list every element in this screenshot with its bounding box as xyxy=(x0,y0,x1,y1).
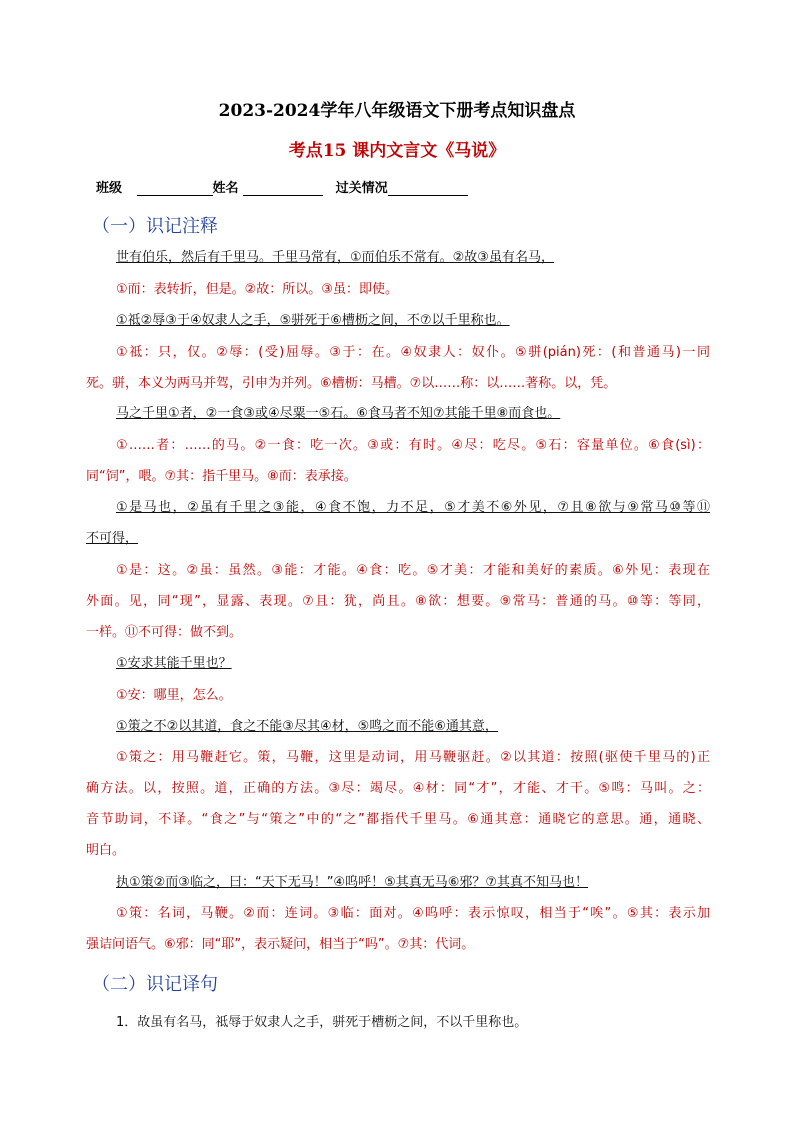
annotation-line: ①……者：……的马。②一食：吃一次。③或：有时。④尽：吃尽。⑤石：容量单位。⑥食(sì)： xyxy=(116,438,710,453)
pass-blank xyxy=(388,181,468,196)
annotation-line: 外面。见，同“现”，显露、表现。⑦且：犹，尚且。⑧欲：想要。⑨常马：普通的马。⑩等：等同， xyxy=(86,594,710,609)
source-text-line: 不可得， xyxy=(86,531,139,546)
annotation-line: ①策之：用马鞭赶它。策，马鞭，这里是动词，用马鞭驱赶。②以其道：按照(驱使千里马的)正 xyxy=(116,750,710,765)
translation-item: 1．故虽有名马，祗辱于奴隶人之手，骈死于槽枥之间，不以千里称也。 xyxy=(116,1015,528,1030)
class-blank xyxy=(137,181,213,196)
name-blank xyxy=(243,181,323,196)
source-text-line: ①安求其能千里也？ xyxy=(116,656,232,671)
annotation-line: ①而：表转折，但是。②故：所以。③虽：即使。 xyxy=(116,282,398,297)
name-label: 姓名 xyxy=(212,181,239,196)
section-heading-translations: （二）识记译句 xyxy=(92,974,218,995)
annotation-line: 确方法。以，按照。道，正确的方法。③尽：竭尽。④材：同“才”，才能、才干。⑤鸣：马叫。之： xyxy=(86,781,710,796)
annotation-line: ①安：哪里，怎么。 xyxy=(116,688,232,703)
annotation-line: 强诘问语气。⑥邪：同“耶”，表示疑问，相当于“吗”。⑦其：代词。 xyxy=(86,937,475,952)
source-text-line: 马之千里①者，②一食③或④尽粟一⑤石。⑥食马者不知⑦其能千里⑧而食也。 xyxy=(116,406,561,421)
annotation-line: ①祗：只，仅。②辱：(受)屈辱。③于：在。④奴隶人：奴仆。⑤骈(pián)死：(和普通马)一同 xyxy=(116,345,710,360)
class-label: 班级 xyxy=(96,181,123,196)
annotation-line: 同“饲”，喂。⑦其：指千里马。⑧而：表承接。 xyxy=(86,469,357,484)
student-info-row xyxy=(96,177,468,196)
pass-label: 过关情况 xyxy=(335,181,388,196)
source-text-line: ①祗②辱③于④奴隶人之手，⑤骈死于⑥槽枥之间，不⑦以千里称也。 xyxy=(116,313,510,328)
annotation-line: ①策：名词，马鞭。②而：连词。③临：面对。④呜呼：表示惊叹，相当于“唉”。⑤其：表示加 xyxy=(116,906,710,921)
document-title: 2023-2024学年八年级语文下册考点知识盘点 xyxy=(218,101,576,121)
source-text-line: ①是马也，②虽有千里之③能，④食不饱，力不足，⑤才美不⑥外见，⑦且⑧欲与⑨常马⑩等⑪ xyxy=(116,500,710,515)
annotation-line: ①是：这。②虽：虽然。③能：才能。④食：吃。⑤才美：才能和美好的素质。⑥外见：表现在 xyxy=(116,563,710,578)
annotation-line: 明白。 xyxy=(86,843,126,858)
source-text-line: ①策之不②以其道，食之不能③尽其④材，⑤鸣之而不能⑥通其意， xyxy=(116,719,498,734)
annotation-line: 音节助词，不译。“食之”与“策之”中的“之”都指代千里马。⑥通其意：通晓它的意思。通，通晓、 xyxy=(86,812,710,827)
annotation-line: 死。骈，本义为两马并驾，引申为并列。⑥槽枥：马槽。⑦以……称：以……著称。以，凭。 xyxy=(86,376,617,391)
section-heading-annotations: （一）识记注释 xyxy=(92,216,218,237)
source-text-line: 世有伯乐，然后有千里马。千里马常有，①而伯乐不常有。②故③虽有名马， xyxy=(116,250,554,265)
source-text-line: 执①策②而③临之，曰：“天下无马！”④呜呼！⑤其真无马⑥邪？⑦其真不知马也！ xyxy=(116,875,589,890)
document-subtitle: 考点15 课内文言文《马说》 xyxy=(288,141,506,161)
annotation-line: 一样。⑪不可得：做不到。 xyxy=(86,625,243,640)
